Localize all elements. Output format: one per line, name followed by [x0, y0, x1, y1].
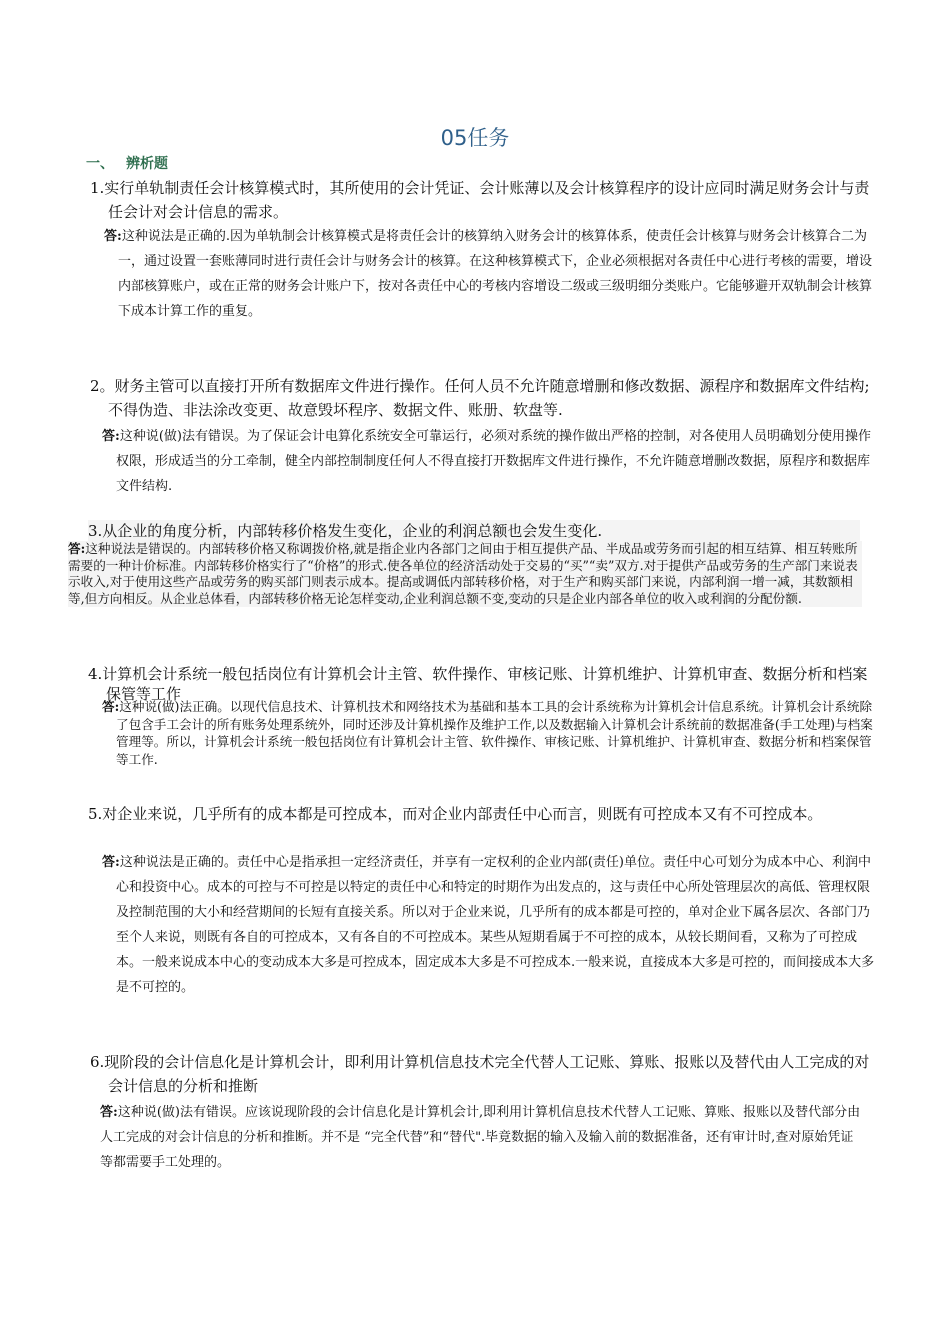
answer-label: 答:	[102, 699, 120, 714]
answer-text: 这种说(做)法正确。以现代信息技术、计算机技术和网络技术为基础和基本工具的会计系统称为计算机会计信息系统。计算机会计系统除了包含手工会计的所有账务处理系统外，同时还涉及计算机操作及维护工作,以及数据输入计算机会计系统前的数据准备(手工处理)与档案管理等。所以，计算机会计系统一般包括岗位有计算机会计主管、软件操作、审核记账、计算机维护、计算机审查、数据分析和档案保管等工作.	[116, 699, 873, 767]
question-1: 1.实行单轨制责任会计核算模式时，其所使用的会计凭证、会计账薄以及会计核算程序的设计应同时满足财务会计与责任会计对会计信息的需求。	[90, 179, 870, 221]
question-5: 5.对企业来说，几乎所有的成本都是可控成本，而对企业内部责任中心而言，则既有可控成本又有不可控成本。	[88, 805, 823, 823]
answer-3	[68, 541, 862, 607]
question-3: 3.从企业的角度分析，内部转移价格发生变化，企业的利润总额也会发生变化.	[88, 520, 860, 542]
answer-1	[104, 224, 882, 324]
answer-label: 答:	[100, 1105, 118, 1120]
answer-label: 答:	[102, 855, 120, 870]
answer-text: 这种说(做)法有错误。应该说现阶段的会计信息化是计算机会计,即利用计算机信息技术代替人工记账、算账、报账以及替代部分由人工完成的对会计信息的分析和推断。并不是 “完全代替”和“替代".毕竟数据的输入及输入前的数据准备，还有审计时,查对原始凭证等都需要手工处理的。	[100, 1105, 861, 1170]
question-6: 6.现阶段的会计信息化是计算机会计，即利用计算机信息技术完全代替人工记账、算账、报账以及替代由人工完成的对会计信息的分析和推断	[90, 1053, 870, 1095]
answer-4	[102, 698, 876, 768]
page-title: 05任务	[440, 126, 510, 150]
question-4: 4.计算机会计系统一般包括岗位有计算机会计主管、软件操作、审核记账、计算机维护、计算机审查、数据分析和档案保管等工作	[88, 665, 868, 703]
question-2: 2。财务主管可以直接打开所有数据库文件进行操作。任何人员不允许随意增删和修改数据、源程序和数据库文件结构;不得伪造、非法涂改变更、故意毁坏程序、数据文件、账册、软盘等.	[90, 377, 870, 419]
answer-5	[102, 850, 878, 1000]
answer-text: 这种说(做)法有错误。为了保证会计电算化系统安全可靠运行，必须对系统的操作做出严格的控制，对各使用人员明确划分使用操作权限，形成适当的分工牵制，健全内部控制制度任何人不得直接打开数据库文件进行操作，不允许随意增删改数据，原程序和数据库文件结构.	[116, 429, 871, 494]
section-label: 辨析题	[126, 156, 168, 172]
answer-text: 这种说法是正确的。责任中心是指承担一定经济责任，并享有一定权利的企业内部(责任)单位。责任中心可划分为成本中心、利润中心和投资中心。成本的可控与不可控是以特定的责任中心和特定的时期作为出发点的，这与责任中心所处管理层次的高低、管理权限及控制范围的大小和经营期间的长短有直接关系。所以对于企业来说，几乎所有的成本都是可控的，单对企业下属各层次、各部门乃至个人来说，则既有各自的可控成本，又有各自的不可控成本。某些从短期看属于不可控的成本，从较长期间看，又称为了可控成本。一般来说成本中心的变动成本大多是可控成本，固定成本大多是不可控成本.一般来说，直接成本大多是可控的，而间接成本大多是不可控的。	[116, 855, 875, 995]
answer-label: 答:	[102, 429, 120, 444]
answer-text: 这种说法是正确的.因为单轨制会计核算模式是将责任会计的核算纳入财务会计的核算体系，使责任会计核算与财务会计核算合二为一，通过设置一套账薄同时进行责任会计与财务会计的核算。在这种核算模式下，企业必须根据对各责任中心进行考核的需要，增设内部核算账户，或在正常的财务会计账户下，按对各责任中心的考核内容增设二级或三级明细分类账户。它能够避开双轨制会计核算下成本计算工作的重复。	[118, 229, 873, 319]
section-number: 一、	[86, 156, 114, 172]
answer-label: 答:	[104, 229, 122, 244]
answer-text: 这种说法是错误的。内部转移价格又称调拨价格,就是指企业内各部门之间由于相互提供产品、半成品或劳务而引起的相互结算、相互转账所需要的一种计价标准。内部转移价格实行了“价格”的形式.使各单位的经济活动处于交易的“买”“卖”双方.对于提供产品或劳务的生产部门来说表示收入,对于使用这些产品或劳务的购买部门则表示成本。提高或调低内部转移价格，对于生产和购买部门来说，内部利润一增一减，其数额相等,但方向相反。从企业总体看，内部转移价格无论怎样变动,企业利润总额不变,变动的只是企业内部各单位的收入或利润的分配份额.	[68, 541, 858, 606]
answer-6	[100, 1100, 864, 1175]
answer-2	[102, 424, 878, 499]
section-heading	[86, 153, 168, 173]
answer-label: 答:	[68, 541, 86, 556]
